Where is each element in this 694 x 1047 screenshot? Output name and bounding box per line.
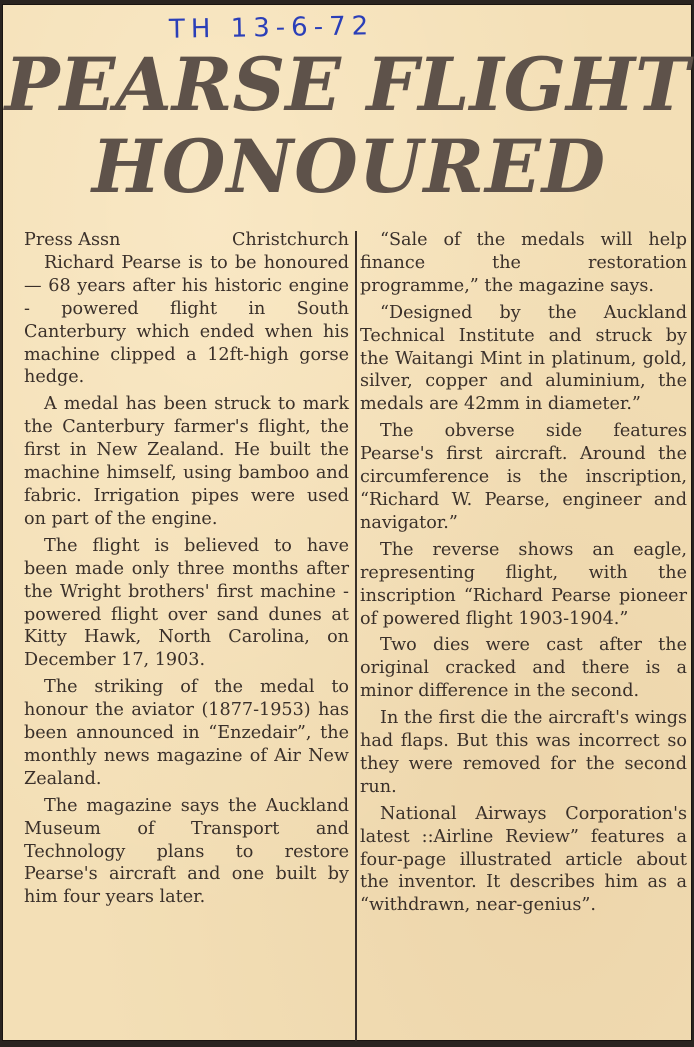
paragraph: A medal has been struck to mark the Canterbury farmer's flight, the first in New Zealand. He built the machine himself, using bamboo and fabric. Irrigation pipes were used on part of the engine. (24, 394, 349, 529)
paragraph: Richard Pearse is to be honoured — 68 years after his historic engine - powered flight in South Canterbury which ended when his machine clipped a 12ft-high gorse hedge. (24, 252, 349, 388)
article-column-right (360, 229, 687, 921)
paragraph: The reverse shows an eagle, representing flight, with the inscription “Richard Pearse pioneer of powered flight 1903-1904.” (360, 539, 687, 629)
newspaper-clipping (3, 5, 691, 1040)
paragraph: The magazine says the Auckland Museum of Transport and Technology plans to restore Pearse's aircraft and one built by him four years later. (24, 795, 349, 908)
paragraph: National Airways Corporation's latest ::Airline Review” features a four-page illustrated article about the inventor. It describes him as a “withdrawn, near-genius”. (360, 803, 687, 916)
paragraph: The striking of the medal to honour the aviator (1877-1953) has been announced in “Enzedair”, the monthly news magazine of Air New Zealand. (24, 677, 349, 789)
paragraph: In the first die the aircraft's wings had flaps. But this was incorrect so they were removed for the second run. (360, 708, 687, 797)
paragraph: The obverse side features Pearse's first aircraft. Around the circumference is the inscription, “Richard W. Pearse, engineer and navigator.” (360, 421, 687, 533)
paragraph: “Designed by the Auckland Technical Institute and struck by the Waitangi Mint in platinum, gold, silver, copper and aluminium, the medals are 42mm in diameter.” (360, 302, 687, 415)
paragraph: “Sale of the medals will help finance the restoration programme,” the magazine says. (360, 230, 687, 296)
column-divider (355, 231, 357, 1041)
paragraph: The flight is believed to have been made only three months after the Wright brothers' first machine - powered flight over sand dunes at Kitty Hawk, North Carolina, on December 17, 1903. (24, 535, 349, 671)
handwritten-date-annotation: TH 13-6-72 (168, 11, 375, 45)
headline-line-1: PEARSE FLIGHT (4, 42, 690, 128)
article-column-left (24, 229, 349, 913)
dateline-source: Press Assn (24, 230, 121, 250)
dateline (24, 229, 349, 252)
headline-line-2: HONOURED (91, 124, 607, 210)
dateline-location: Christchurch (231, 230, 349, 250)
paragraph: Two dies were cast after the original cracked and there is a minor difference in the second. (360, 635, 687, 702)
